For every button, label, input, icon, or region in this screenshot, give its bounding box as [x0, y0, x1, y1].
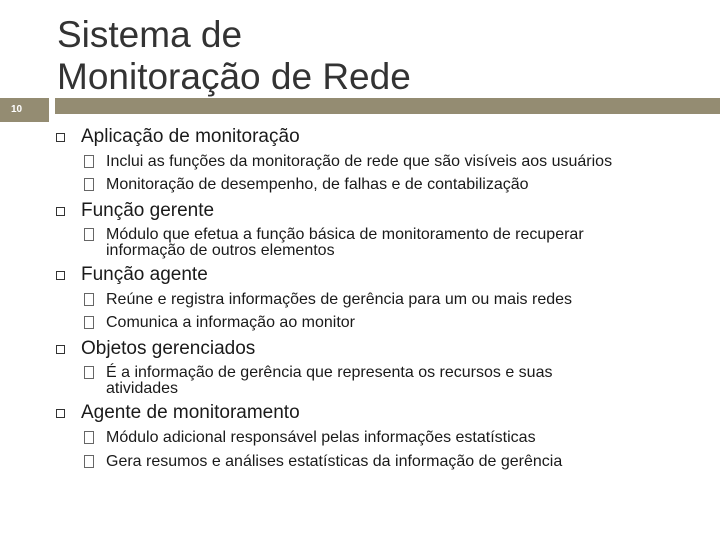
sub-bullet — [106, 430, 706, 446]
bullet-heading-text: Aplicação de monitoração — [81, 126, 300, 147]
sub-bullet-text: Módulo que efetua a função básica de monitoramento de recuperar informação de outros elementos — [106, 226, 584, 259]
sub-bullet-icon — [84, 228, 94, 241]
sub-bullet-icon — [84, 316, 94, 329]
sub-bullet-icon — [84, 155, 94, 168]
sub-bullet — [106, 177, 706, 193]
bullet-heading-text: Agente de monitoramento — [81, 402, 300, 423]
square-bullet-icon — [56, 207, 65, 216]
square-bullet-icon — [56, 345, 65, 354]
sub-bullet-icon — [84, 178, 94, 191]
sub-bullet-text: Módulo adicional responsável pelas informações estatísticas — [106, 429, 536, 446]
slide-title-line-2: Monitoração de Rede — [57, 56, 411, 97]
bullet-heading — [81, 126, 300, 148]
sub-bullet — [106, 154, 706, 170]
bullet-heading — [81, 402, 300, 424]
sub-bullet-icon — [84, 455, 94, 468]
sub-bullet-icon — [84, 293, 94, 306]
sub-bullet-icon — [84, 431, 94, 444]
square-bullet-icon — [56, 133, 65, 142]
bullet-heading-text: Objetos gerenciados — [81, 338, 256, 359]
sub-bullet — [106, 227, 666, 259]
bullet-heading — [81, 338, 255, 360]
bullet-heading — [81, 264, 208, 286]
sub-bullet-text: Reúne e registra informações de gerência para um ou mais redes — [106, 291, 573, 308]
sub-bullet — [106, 365, 626, 397]
bullet-heading-text: Função gerente — [81, 200, 215, 221]
sub-bullet — [106, 292, 706, 308]
sub-bullet-text: Comunica a informação ao monitor — [106, 314, 356, 331]
bullet-heading-text: Função agente — [81, 264, 208, 285]
page-number: 10 — [0, 98, 49, 122]
sub-bullet-text: Inclui as funções da monitoração de rede que são visíveis aos usuários — [106, 153, 613, 170]
sub-bullet — [106, 315, 706, 331]
square-bullet-icon — [56, 271, 65, 280]
square-bullet-icon — [56, 409, 65, 418]
title-rule — [55, 98, 720, 114]
bullet-heading — [81, 200, 214, 222]
slide-title-line-1: Sistema de — [57, 14, 243, 55]
sub-bullet — [106, 454, 706, 470]
sub-bullet-icon — [84, 366, 94, 379]
sub-bullet-text: Monitoração de desempenho, de falhas e de contabilização — [106, 176, 529, 193]
sub-bullet-text: É a informação de gerência que representa os recursos e suas atividades — [106, 364, 553, 397]
slide-title — [57, 14, 411, 98]
sub-bullet-text: Gera resumos e análises estatísticas da informação de gerência — [106, 453, 563, 470]
